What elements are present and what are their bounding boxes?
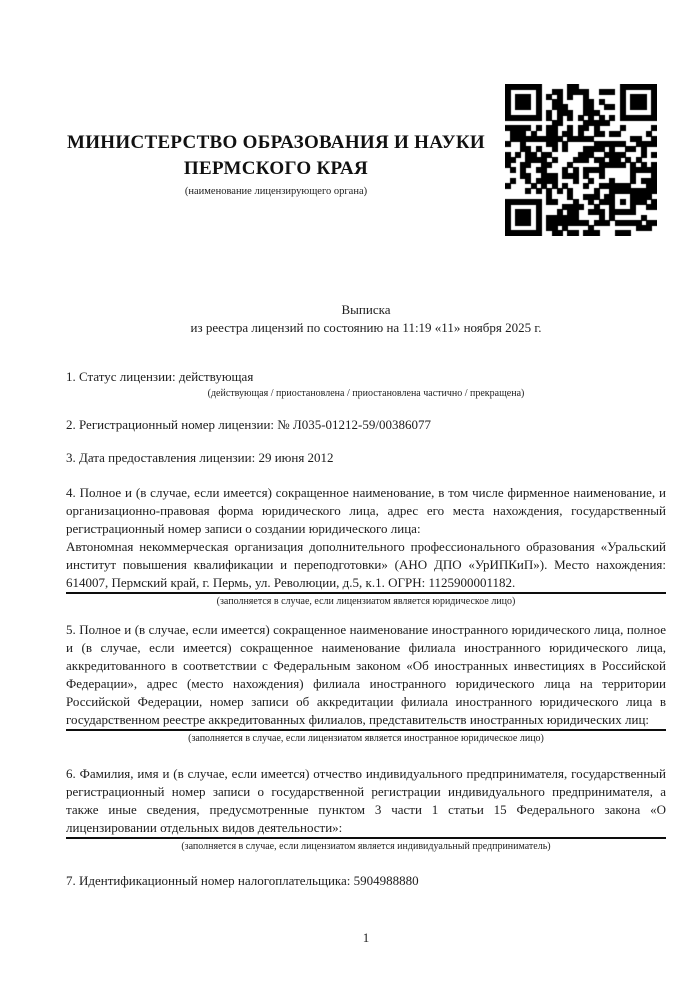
registration-number-text: 2. Регистрационный номер лицензии: № Л035-01212-59/00386077	[66, 417, 432, 432]
foreign-entity-note: (заполняется в случае, если лицензиатом является иностранное юридическое лицо)	[188, 733, 544, 744]
document-title: Выписка	[341, 302, 391, 317]
ministry-name-line2: ПЕРМСКОГО КРАЯ	[183, 158, 369, 179]
legal-entity-question: 4. Полное и (в случае, если имеется) сокращенное наименование, в том числе фирменное наименование, и организационно-правовая форма юридического лица, адрес его места нахождения, государственный регистрационный номер записи о создании юридического лица:	[66, 485, 666, 536]
page-number: 1	[362, 930, 370, 945]
legal-entity-value: Автономная некоммерческая организация дополнительного профессионального образования «Уральский институт повышения квалификации и переподготовки» (АНО ДПО «УрИПКиП»). Место нахождения: 614007, Пермский край, г. Пермь, ул. Революции, д.5, к.1. ОГРН: 1125900001182.	[66, 539, 666, 590]
paragraph-individual-entrepreneur	[66, 765, 666, 854]
license-status-text: 1. Статус лицензии: действующая	[66, 369, 254, 384]
paragraph-taxpayer-id	[66, 872, 666, 890]
document-title-block	[66, 301, 666, 337]
individual-entrepreneur-note: (заполняется в случае, если лицензиатом является индивидуальный предприниматель)	[181, 841, 551, 852]
paragraph-legal-entity	[66, 484, 666, 609]
document-body	[66, 0, 666, 890]
foreign-entity-question: 5. Полное и (в случае, если имеется) сокращенное наименование иностранного юридического лица, полное и (в случае, если имеется) сокращенное наименование филиала иностранного юридического лица, аккредитованного в соответствии с Федеральным законом «Об иностранных инвестициях в Российской Федерации», адрес (место нахождения) филиала иностранного юридического лица на территории Российской Федерации, номер записи об аккредитации филиала иностранного юридического лица в государственном реестре аккредитованных филиалов, представительств иностранных юридических лиц:	[66, 622, 666, 727]
ministry-caption: (наименование лицензирующего органа)	[184, 186, 368, 197]
license-status-note: (действующая / приостановлена / приостановлена частично / прекращена)	[207, 388, 525, 399]
paragraph-license-status	[66, 368, 666, 401]
individual-entrepreneur-question: 6. Фамилия, имя и (в случае, если имеется) отчество индивидуального предпринимателя, государственный регистрационный номер записи о государственной регистрации индивидуального предпринимателя, а также иные сведения, предусмотренные пунктом 3 части 1 статьи 15 Федерального закона «О лицензировании отдельных видов деятельности»:	[66, 766, 666, 835]
document-subtitle: из реестра лицензий по состоянию на 11:19 «11» ноября 2025 г.	[190, 320, 542, 335]
paragraph-registration-number	[66, 416, 666, 434]
ministry-name-line1: МИНИСТЕРСТВО ОБРАЗОВАНИЯ И НАУКИ	[66, 132, 486, 153]
legal-entity-note: (заполняется в случае, если лицензиатом является юридическое лицо)	[216, 596, 516, 607]
paragraph-license-date	[66, 449, 666, 467]
paragraph-foreign-entity	[66, 621, 666, 746]
license-date-text: 3. Дата предоставления лицензии: 29 июня 2012	[66, 450, 334, 465]
taxpayer-id-text: 7. Идентификационный номер налогоплательщика: 5904988880	[66, 873, 419, 888]
